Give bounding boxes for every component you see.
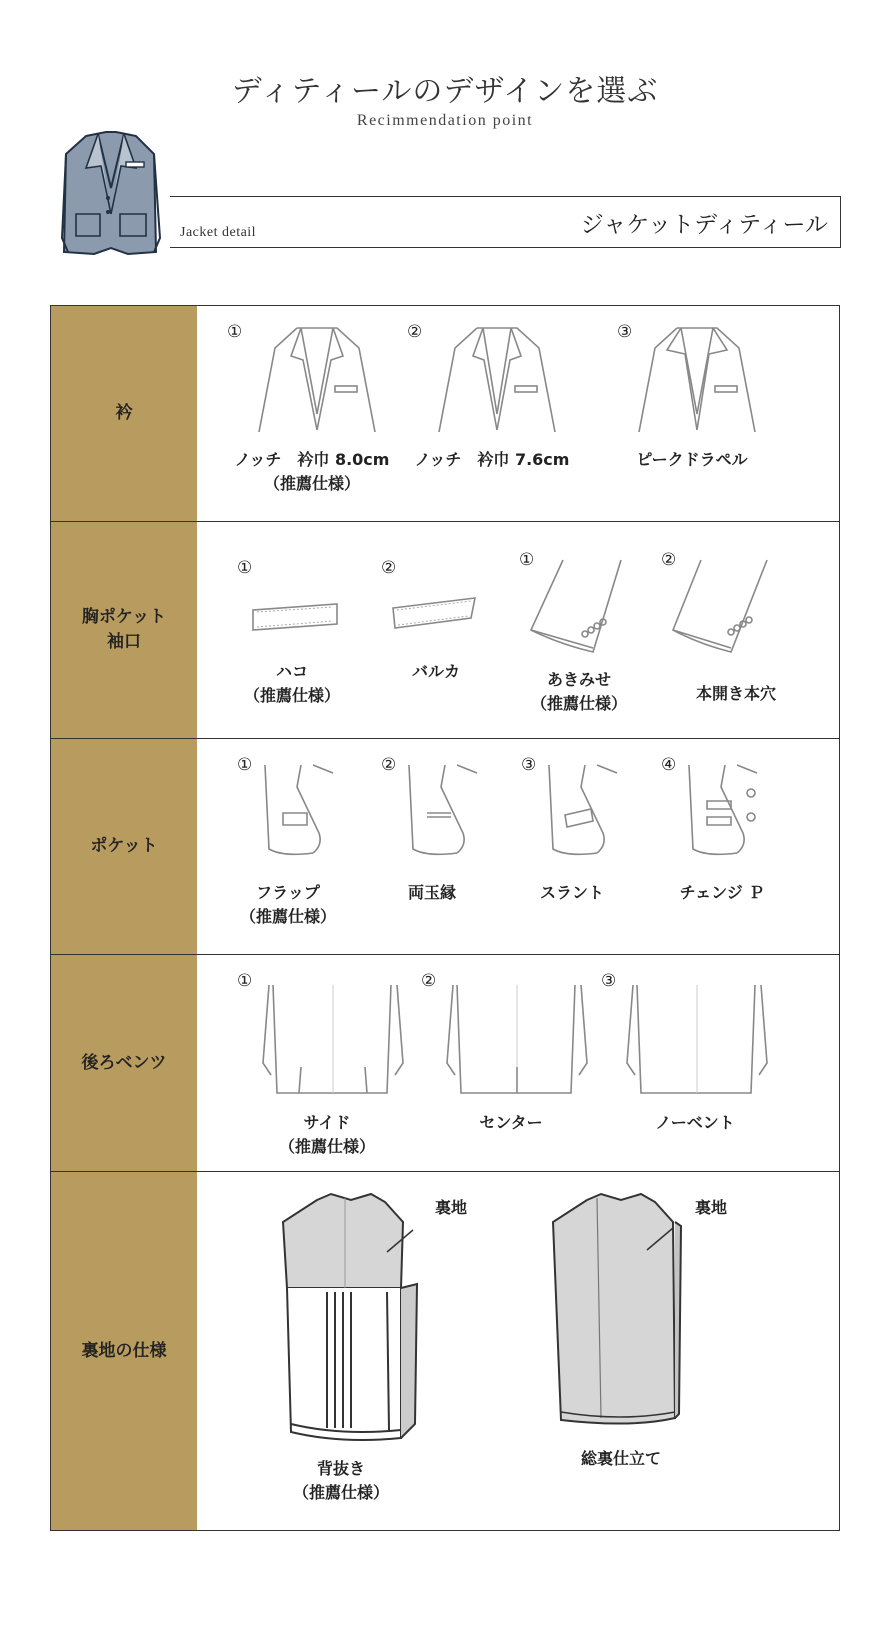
lapel-illustration	[427, 326, 567, 436]
row-label: 後ろベンツ	[51, 955, 197, 1171]
option-caption: ピークドラペル	[636, 450, 748, 469]
row-label: ポケット	[51, 739, 197, 954]
row-label: 裏地の仕様	[51, 1172, 197, 1530]
option-center-vent	[421, 955, 601, 1172]
banner-english-label: Jacket detail	[180, 225, 257, 240]
option-welt-pocket	[237, 522, 367, 739]
option-flap-pocket	[237, 739, 367, 955]
option-caption: チェンジ Ｐ	[679, 883, 765, 902]
center-vent-illustration	[445, 983, 589, 1099]
barchetta-pocket-illustration	[391, 592, 481, 636]
side-vents-illustration	[261, 983, 405, 1099]
option-double-piping-pocket	[381, 739, 511, 955]
lining-callout: 裏地	[694, 1198, 727, 1217]
jacket-illustration	[56, 128, 166, 268]
option-caption: ノーベント	[655, 1113, 735, 1132]
option-number: ②	[407, 322, 423, 342]
no-vent-illustration	[625, 983, 769, 1099]
option-notch-8cm	[227, 306, 397, 522]
option-number: ②	[381, 558, 397, 578]
change-pocket-illustration	[687, 763, 767, 859]
option-caption: スラント	[539, 883, 604, 902]
option-caption: センター	[479, 1113, 543, 1132]
full-lining-illustration	[541, 1192, 731, 1452]
option-number: ①	[237, 558, 253, 578]
option-number: ①	[519, 550, 535, 570]
welt-pocket-illustration	[251, 600, 341, 636]
flap-pocket-illustration	[263, 763, 343, 859]
option-number: ③	[521, 755, 537, 775]
option-number: ③	[617, 322, 633, 342]
option-caption: 本開き本穴	[695, 684, 776, 703]
option-number: ④	[661, 755, 677, 775]
table-row-pocket	[51, 739, 839, 955]
option-caption: 背抜き （推薦仕様）	[292, 1459, 389, 1502]
option-peaked-lapel	[617, 306, 787, 522]
option-caption: ノッチ 衿巾 8.0cm （推薦仕様）	[234, 450, 390, 493]
option-number: ①	[227, 322, 243, 342]
detail-table	[50, 305, 840, 1531]
option-caption: あきみせ （推薦仕様）	[530, 670, 627, 713]
slanted-pocket-illustration	[547, 763, 627, 859]
option-kissing-buttons-cuff	[519, 522, 659, 739]
double-piping-pocket-illustration	[407, 763, 487, 859]
option-number: ②	[421, 971, 437, 991]
option-number: ①	[237, 755, 253, 775]
option-caption: フラップ （推薦仕様）	[239, 883, 336, 926]
option-barchetta-pocket	[381, 522, 511, 739]
lapel-illustration	[247, 326, 387, 436]
lapel-illustration	[627, 326, 767, 436]
option-caption: ノッチ 衿巾 7.6cm	[414, 450, 570, 469]
option-caption: 総裏仕立て	[580, 1449, 661, 1468]
option-side-vents	[237, 955, 417, 1172]
table-row-lining	[51, 1172, 839, 1530]
option-change-pocket	[661, 739, 811, 955]
row-label: 胸ポケット 袖口	[51, 522, 197, 738]
option-half-lining	[261, 1172, 501, 1530]
option-slanted-pocket	[521, 739, 651, 955]
option-caption: サイド （推薦仕様）	[278, 1113, 375, 1156]
option-number: ②	[381, 755, 397, 775]
section-banner	[170, 196, 841, 248]
option-caption: バルカ	[411, 662, 460, 681]
banner-japanese-title: ジャケットディティール	[580, 212, 828, 238]
option-caption: 両玉縁	[407, 883, 456, 902]
option-full-lining	[541, 1172, 781, 1530]
cuff-illustration	[529, 558, 639, 658]
half-lining-illustration	[271, 1192, 461, 1452]
option-caption: ハコ （推薦仕様）	[243, 662, 340, 705]
table-row-lapel	[51, 306, 839, 522]
option-number: ③	[601, 971, 617, 991]
option-no-vent	[601, 955, 781, 1172]
lining-callout: 裏地	[434, 1198, 467, 1217]
option-number: ②	[661, 550, 677, 570]
option-number: ①	[237, 971, 253, 991]
option-notch-7-6cm	[407, 306, 577, 522]
option-working-buttonholes-cuff	[661, 522, 811, 739]
page-title: ディティールのデザインを選ぶ	[231, 74, 659, 109]
cuff-illustration	[671, 558, 781, 658]
row-label: 衿	[51, 306, 197, 521]
page-subtitle: Recimmendation point	[356, 112, 534, 129]
table-row-chest-pocket-cuff	[51, 522, 839, 739]
table-row-back-vents	[51, 955, 839, 1172]
